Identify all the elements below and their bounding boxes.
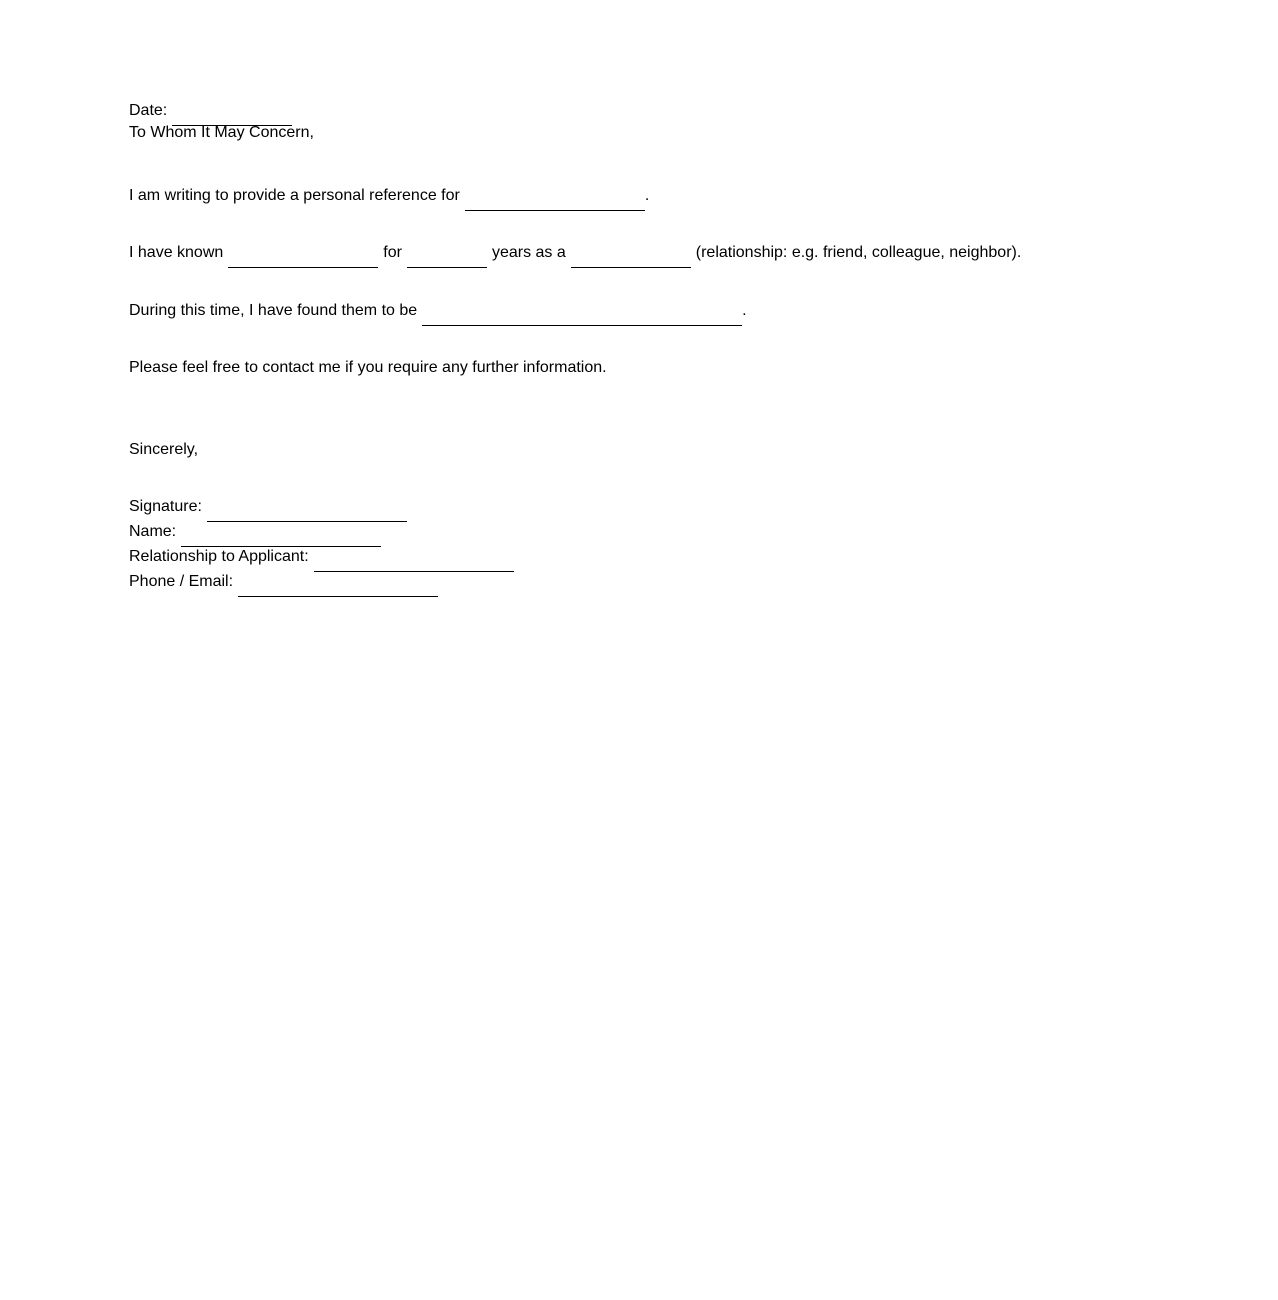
relationship-line: [129, 547, 514, 567]
signature-line: [129, 497, 407, 517]
qualities-blank[interactable]: [422, 307, 742, 326]
reference-for-line: [129, 186, 649, 206]
relationship-blank[interactable]: [571, 249, 691, 268]
relationship-hint: (relationship: e.g. friend, colleague, neighbor).: [695, 244, 1022, 261]
name-blank[interactable]: [181, 528, 381, 547]
name-label: Name:: [129, 523, 177, 540]
found-them-period: .: [742, 302, 747, 319]
years-as-text: years as a: [491, 244, 566, 261]
signature-blank[interactable]: [207, 503, 407, 522]
reference-for-text: I am writing to provide a personal reference for: [129, 187, 460, 204]
signature-label: Signature:: [129, 498, 202, 515]
date-label: Date:: [129, 102, 168, 119]
found-them-line: [129, 301, 747, 321]
for-text: for: [383, 244, 402, 261]
contact-me-text: Please feel free to contact me if you require any further information.: [129, 359, 607, 376]
closing: Sincerely,: [129, 441, 199, 458]
found-them-text: During this time, I have found them to be: [129, 302, 418, 319]
contact-line: [129, 572, 438, 592]
contact-blank[interactable]: [238, 578, 438, 597]
salutation: To Whom It May Concern,: [129, 124, 314, 141]
date-line: [129, 101, 292, 121]
known-name-blank[interactable]: [228, 249, 378, 268]
known-for-line: [129, 243, 1021, 263]
reference-for-period: .: [644, 187, 650, 204]
relationship-to-applicant-blank[interactable]: [314, 553, 514, 572]
contact-label: Phone / Email:: [129, 573, 234, 590]
years-blank[interactable]: [407, 249, 487, 268]
known-text: I have known: [129, 244, 224, 261]
relationship-label: Relationship to Applicant:: [129, 548, 309, 565]
applicant-name-blank[interactable]: [465, 192, 645, 211]
name-line: [129, 522, 381, 542]
